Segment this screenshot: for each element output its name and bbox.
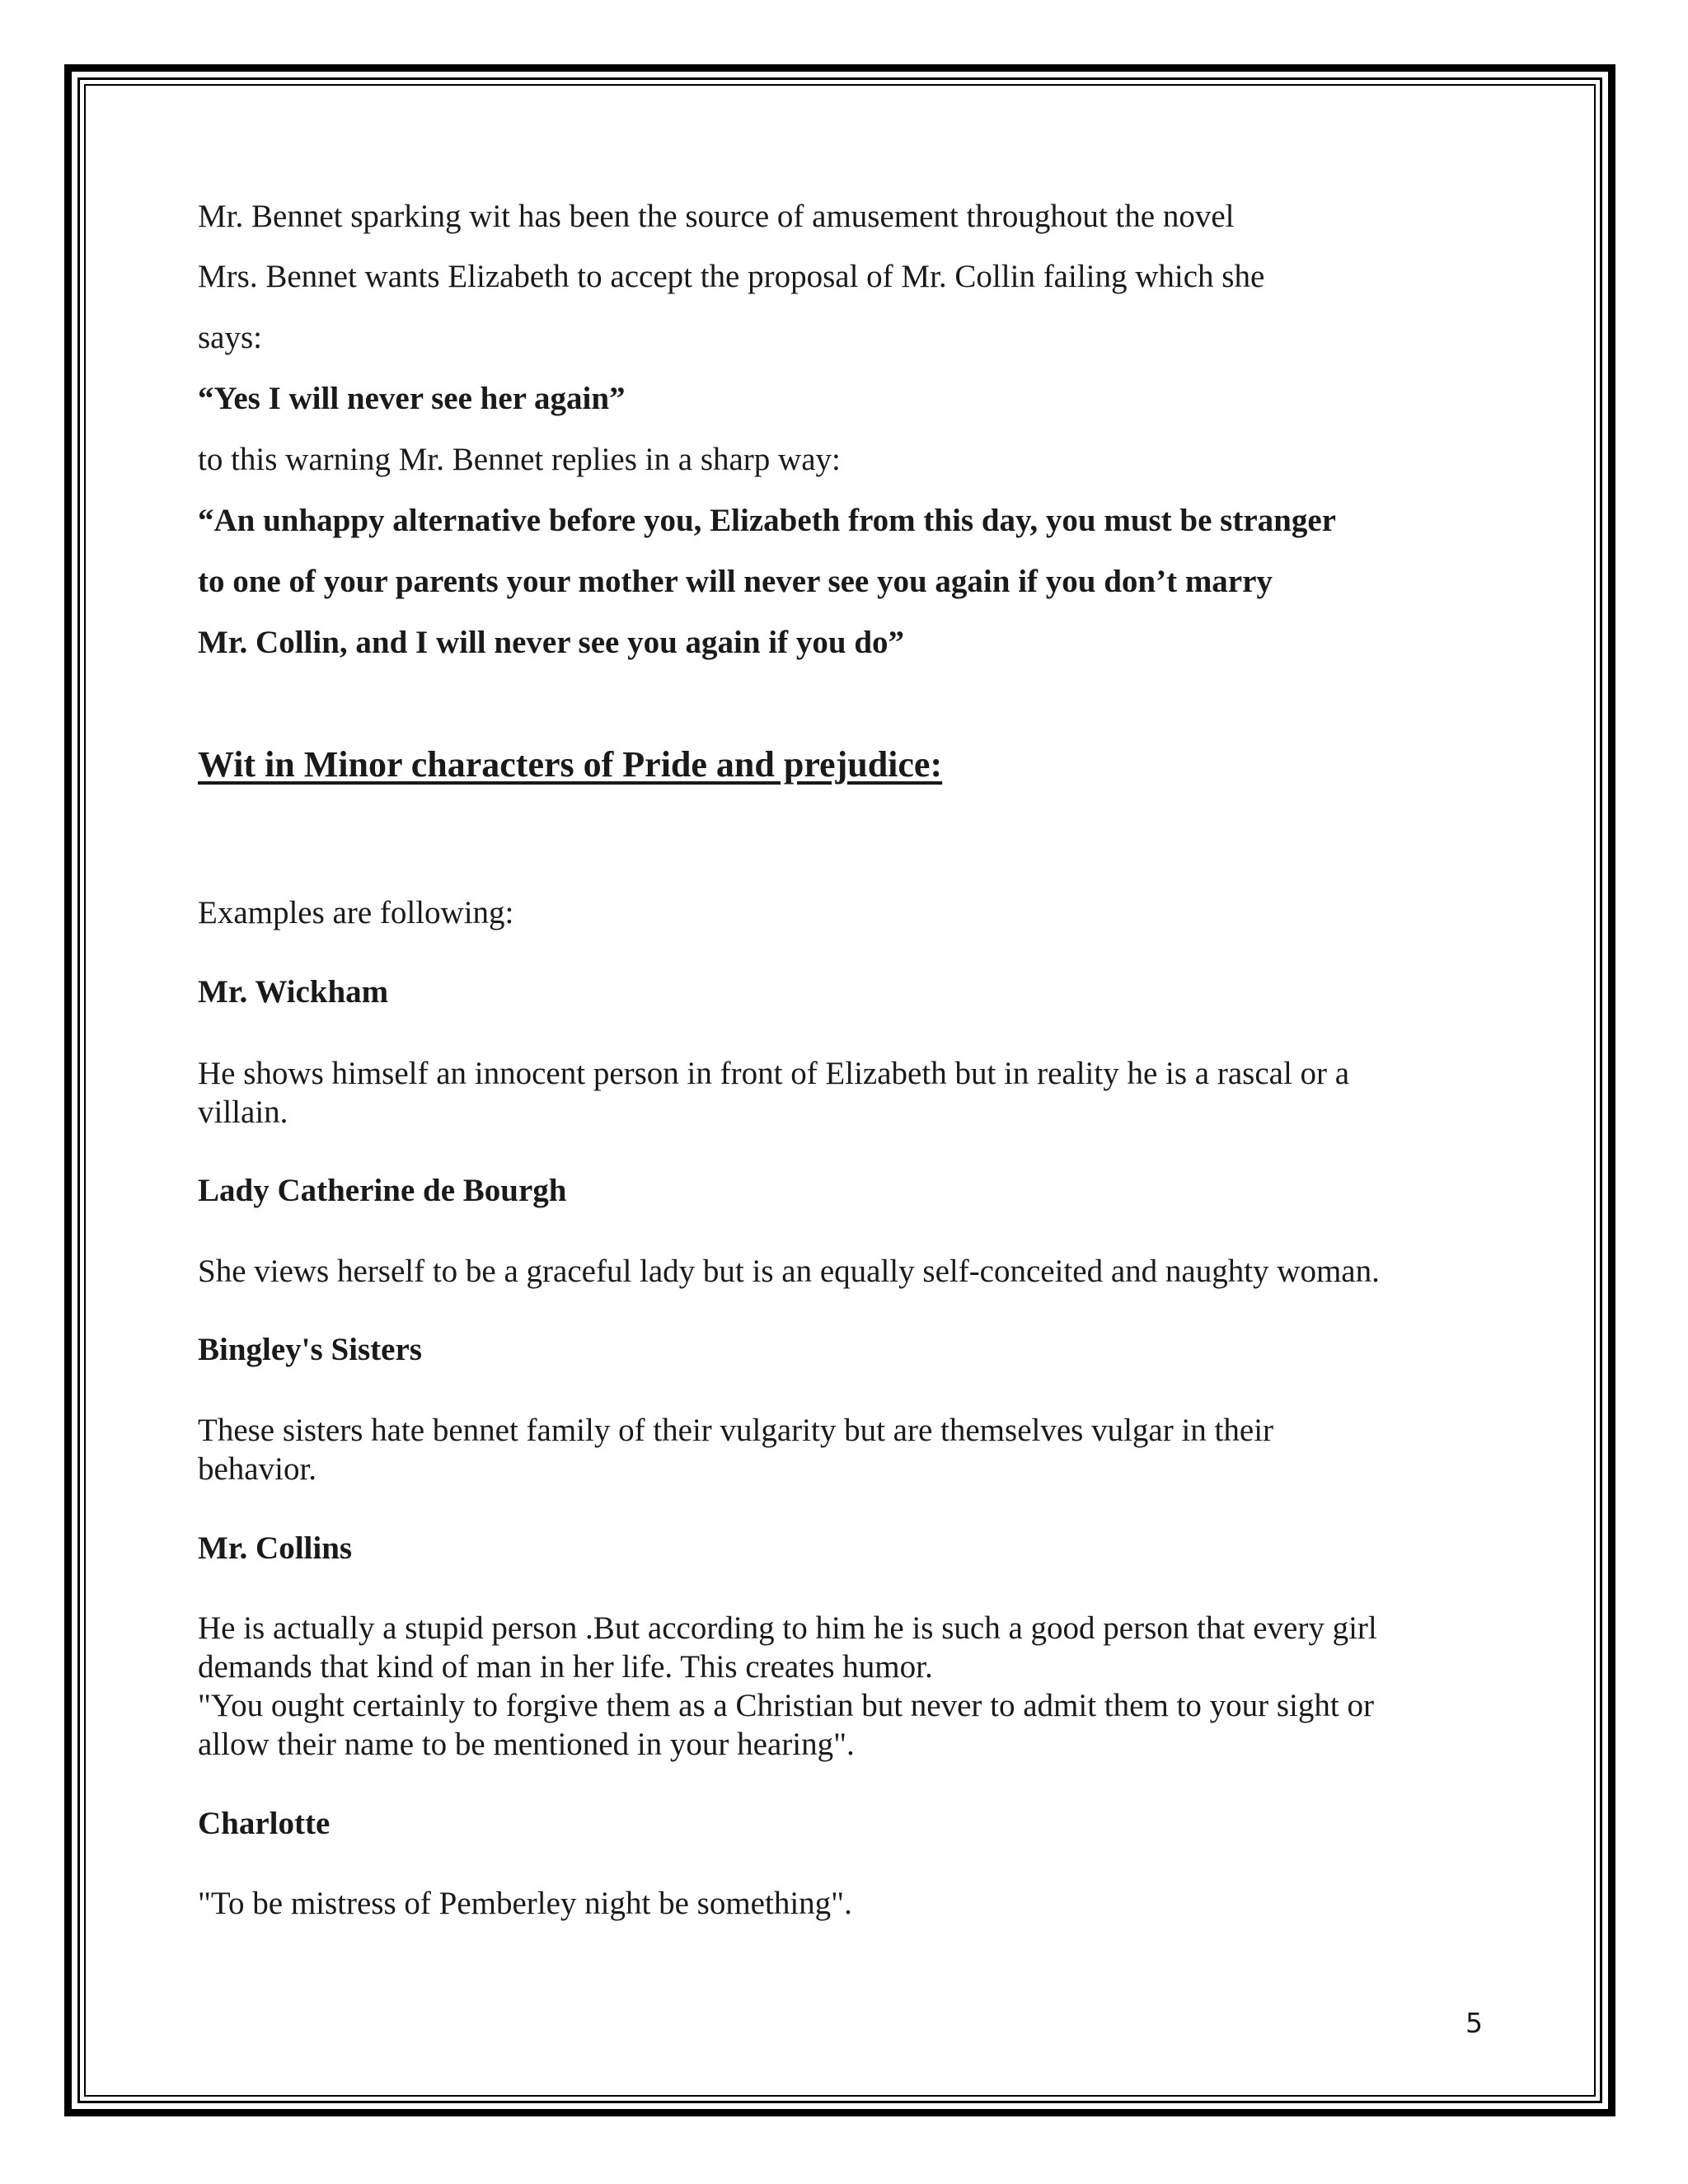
character-title: Lady Catherine de Bourgh <box>198 1173 567 1208</box>
body-line: "You ought certainly to forgive them as a Christian but never to admit them to your sight or <box>198 1688 1374 1723</box>
character-title: Mr. Collins <box>198 1530 353 1566</box>
body-line: He is actually a stupid person .But according to him he is such a good person that every girl <box>198 1610 1377 1646</box>
body-line: says: <box>198 320 262 355</box>
character-title: Mr. Wickham <box>198 974 389 1010</box>
page-number: 5 <box>1465 2007 1483 2039</box>
body-line: Mrs. Bennet wants Elizabeth to accept the proposal of Mr. Collin failing which she <box>198 259 1265 294</box>
quote-line: to one of your parents your mother will never see you again if you don’t marry <box>198 564 1273 599</box>
body-line: behavior. <box>198 1451 317 1487</box>
body-line: demands that kind of man in her life. This creates humor. <box>198 1649 933 1685</box>
quote-line: “Yes I will never see her again” <box>198 381 626 416</box>
character-title: Bingley's Sisters <box>198 1332 422 1367</box>
body-line: Mr. Bennet sparking wit has been the source of amusement throughout the novel <box>198 199 1235 234</box>
quote-line: Mr. Collin, and I will never see you again if you do” <box>198 625 905 660</box>
section-heading: Wit in Minor characters of Pride and prejudice: <box>198 744 943 785</box>
body-line: villain. <box>198 1094 288 1130</box>
body-line: These sisters hate bennet family of their vulgarity but are themselves vulgar in their <box>198 1413 1274 1448</box>
body-line: "To be mistress of Pemberley night be something". <box>198 1886 852 1921</box>
body-line: allow their name to be mentioned in your hearing". <box>198 1727 855 1762</box>
quote-line: “An unhappy alternative before you, Elizabeth from this day, you must be stranger <box>198 503 1336 538</box>
character-title: Charlotte <box>198 1806 331 1841</box>
body-line: Examples are following: <box>198 895 514 930</box>
body-line: to this warning Mr. Bennet replies in a sharp way: <box>198 442 841 477</box>
body-line: He shows himself an innocent person in front of Elizabeth but in reality he is a rascal or a <box>198 1056 1350 1091</box>
body-line: She views herself to be a graceful lady but is an equally self-conceited and naughty woman. <box>198 1254 1380 1289</box>
